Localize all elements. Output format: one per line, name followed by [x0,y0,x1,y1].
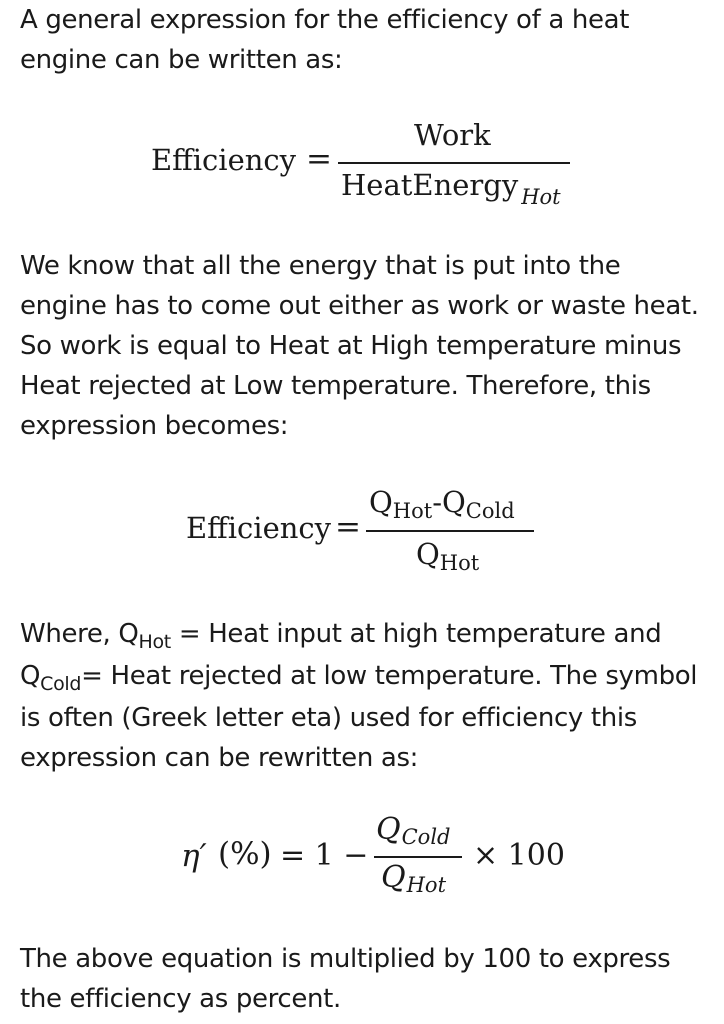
q-cold-subscript: Cold [40,673,82,695]
eq1-numerator: Work [414,118,491,152]
eq3-numerator: QCold [376,812,451,849]
eq2-denominator: $Q_{Hot}$ [416,537,480,575]
eq3-equals-one-minus: = 1 − [280,838,369,873]
eq2-lhs: Efficiency [186,511,332,545]
eq3-denominator: QHot [381,860,447,897]
eq1-fraction-bar [338,162,570,164]
intro-paragraph: A general expression for the efficiency of a heat engine can be written as: [20,5,630,75]
eq3-eta: η′ [181,838,207,874]
q-hot-subscript: Hot [138,631,171,653]
eq3-fraction-bar [374,856,462,858]
eq3-percent-paren: (%) [218,836,272,872]
eq1-lhs: Efficiency [151,143,297,177]
conclusion-paragraph: The above equation is multiplied by 100 to express the efficiency as percent. [20,944,671,1014]
eq1-equals: = [306,141,332,177]
eq2-equals: = [335,509,361,545]
eq2-numerator: $Q_{Hot}-Q_{Cold}$ [369,485,515,523]
eq3-times-100: × 100 [473,838,565,873]
eq2-fraction-bar [366,530,534,532]
energy-balance-paragraph: We know that all the energy that is put into the engine has to come out either as work or waste heat. So work is equal to Heat at High temperature minus Heat rejected at Low temperature. Therefore, this expression becomes: [20,251,699,441]
where-definition-paragraph: Where, $Q_{Hot}$ = Heat input at high temperature and $Q_{Cold}=$ Heat rejected at low temperature. The symbol is often (Greek letter eta) used for efficiency this expression can be rewritten as: [20,619,698,773]
eq1-denominator-sub: Hot [521,185,561,209]
eq1-denominator: HeatEnergy $_{Hot}$ [341,168,561,209]
